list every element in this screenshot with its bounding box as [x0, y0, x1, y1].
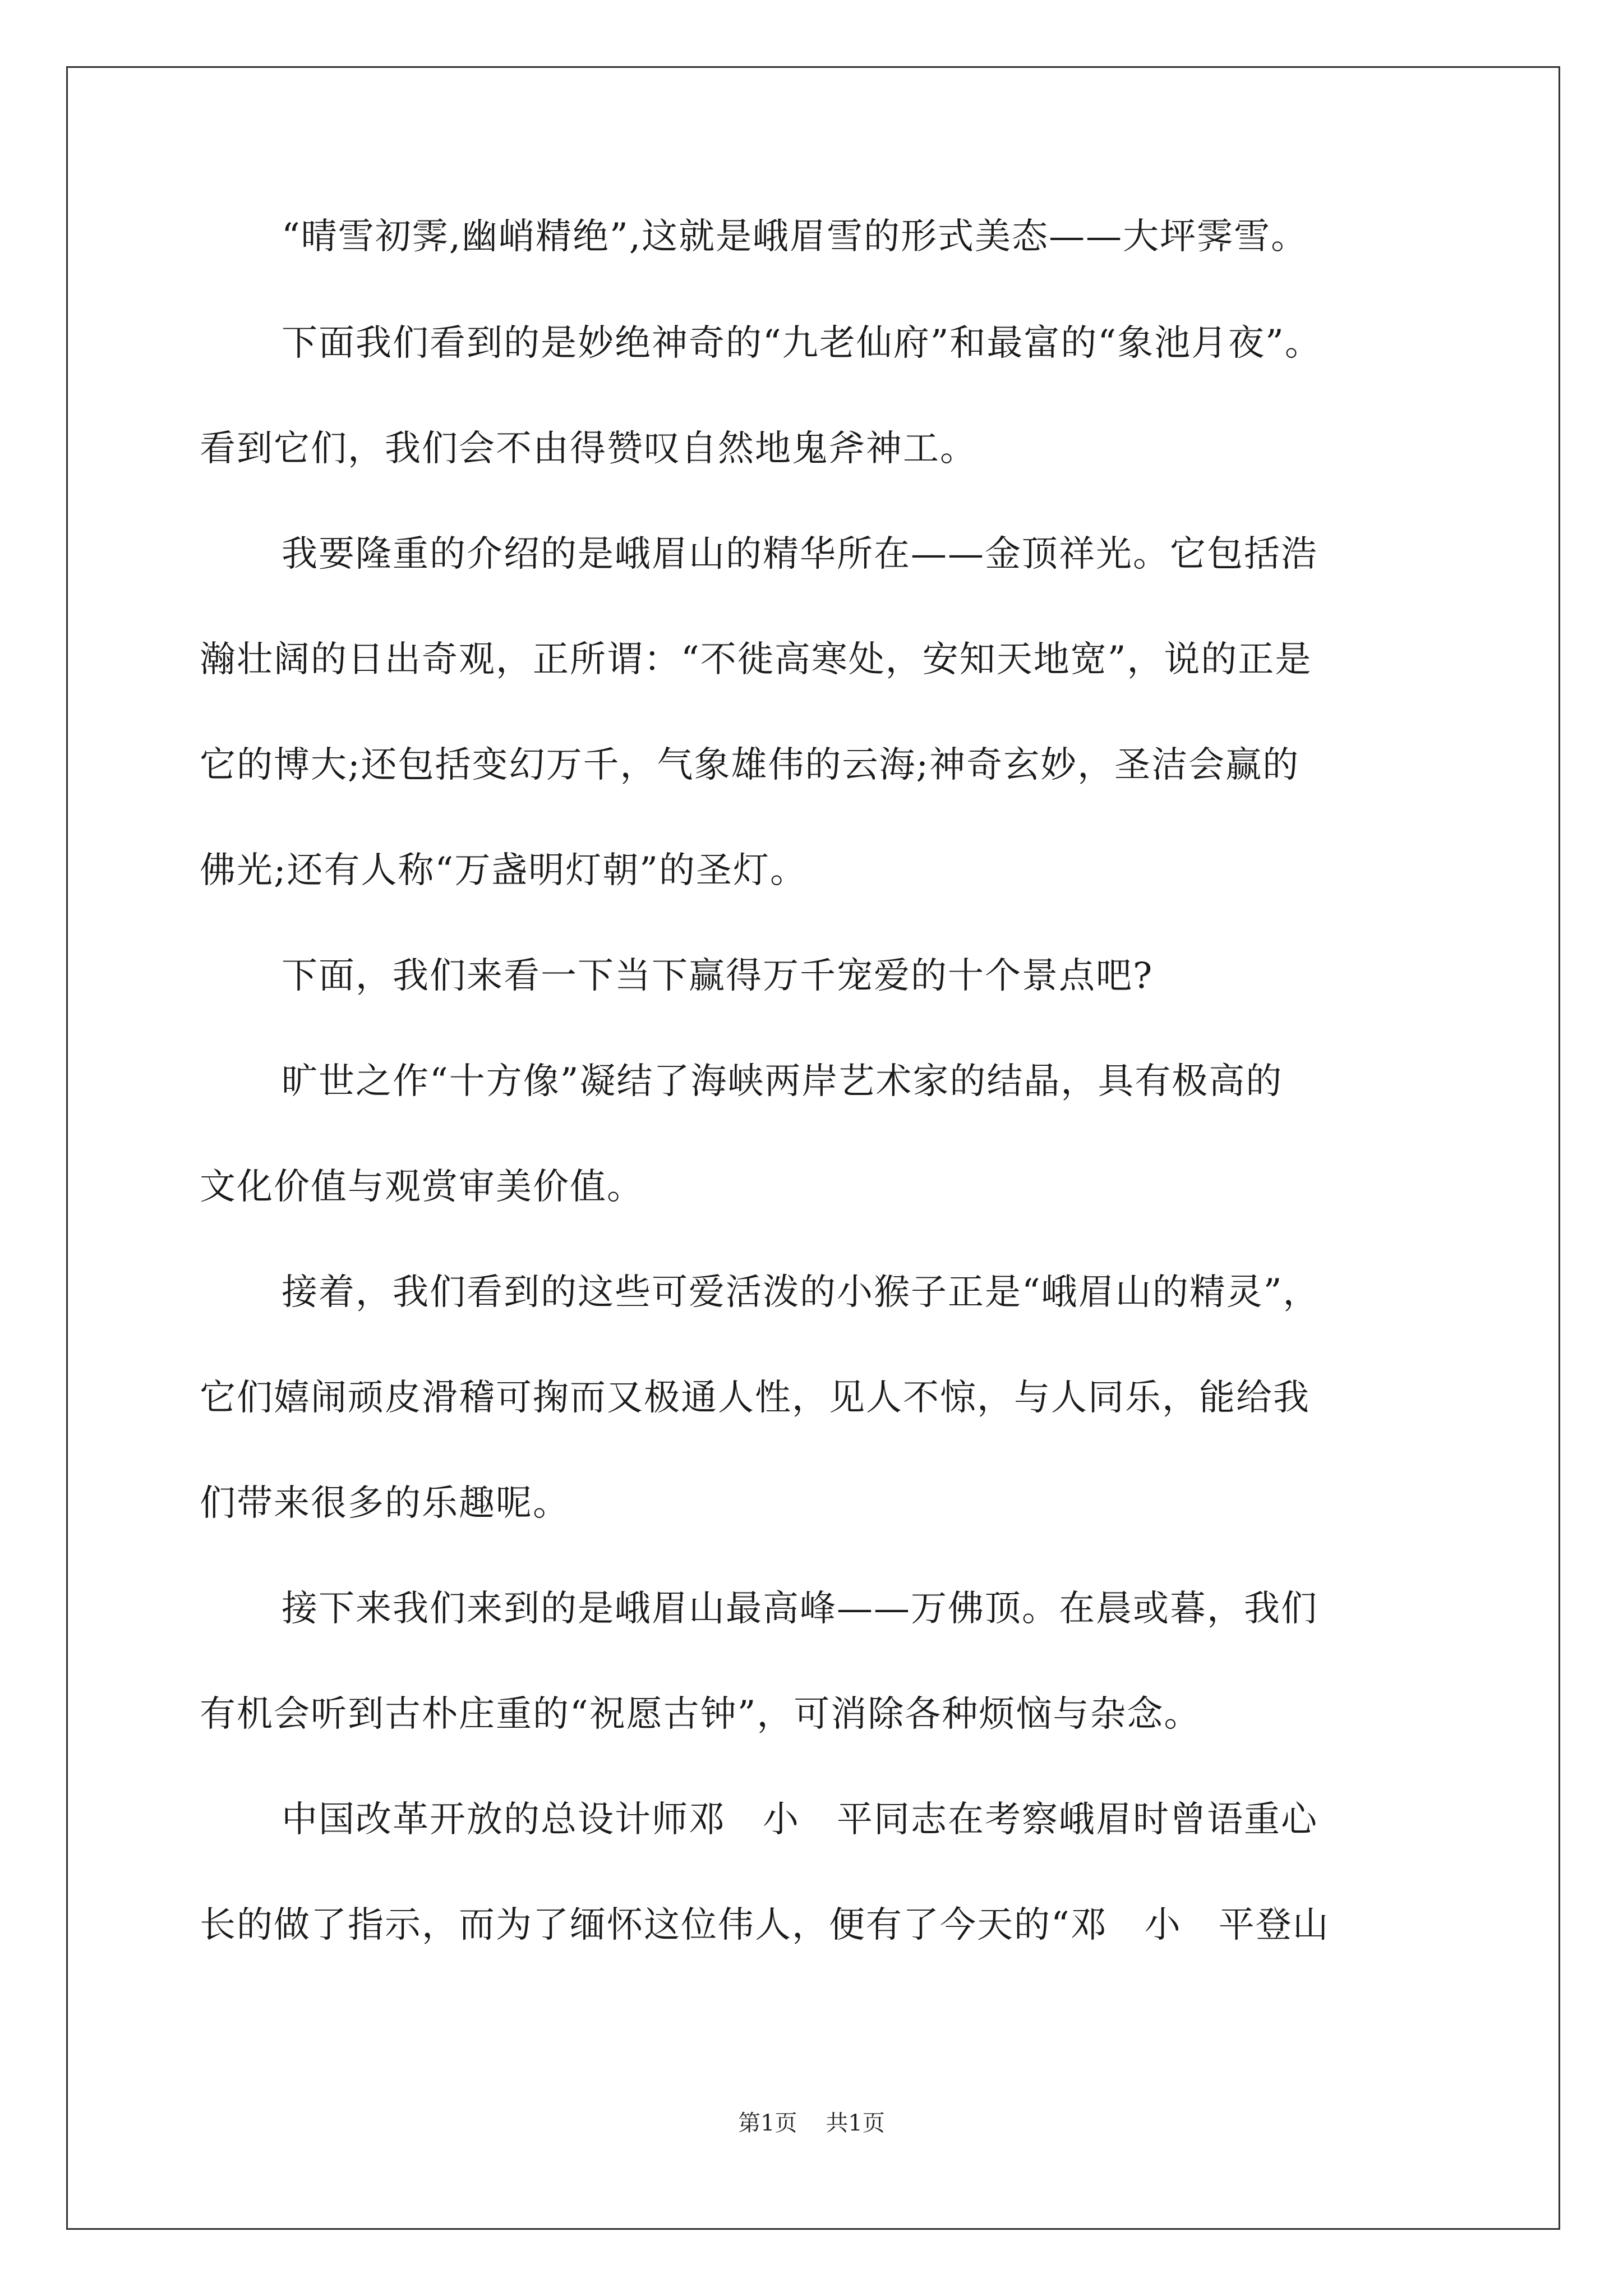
paragraph-line: 文化价值与观赏审美价值。 — [200, 1166, 644, 1208]
page-total: 共1页 — [826, 2110, 885, 2136]
paragraph-line: 下面，我们来看一下当下赢得万千宠爱的十个景点吧? — [282, 955, 1154, 997]
paragraph-line: 看到它们，我们会不由得赞叹自然地鬼斧神工。 — [200, 428, 977, 470]
paragraph-line: 接着，我们看到的这些可爱活泼的小猴子正是“峨眉山的精灵”， — [282, 1272, 1320, 1313]
paragraph-line: 下面我们看到的是妙绝神奇的“九老仙府”和最富的“象池月夜”。 — [282, 323, 1322, 364]
page-footer — [0, 2109, 1623, 2137]
paragraph-line: 佛光;还有人称“万盏明灯朝”的圣灯。 — [200, 850, 807, 891]
paragraph-line: 旷世之作“十方像”凝结了海峡两岸艺术家的结晶，具有极高的 — [282, 1061, 1283, 1102]
paragraph-line: 们带来很多的乐趣呢。 — [200, 1483, 570, 1524]
paragraph-line: 它的博大;还包括变幻万千，气象雄伟的云海;神奇玄妙，圣洁会赢的 — [200, 744, 1300, 786]
paragraph-line: 接下来我们来到的是峨眉山最高峰——万佛顶。在晨或暮，我们 — [282, 1588, 1318, 1630]
paragraph-line: 我要隆重的介绍的是峨眉山的精华所在——金顶祥光。它包括浩 — [282, 533, 1318, 575]
page-number: 第1页 — [738, 2110, 797, 2136]
paragraph-line: 瀚壮阔的日出奇观，正所谓：“不徙高寒处，安知天地宽”，说的正是 — [200, 639, 1312, 680]
paragraph-line: 有机会听到古朴庄重的“祝愿古钟”，可消除各种烦恼与杂念。 — [200, 1694, 1201, 1735]
paragraph-line: 中国改革开放的总设计师邓 小 平同志在考察峨眉时曾语重心 — [282, 1799, 1318, 1841]
paragraph-line: 长的做了指示，而为了缅怀这位伟人，便有了今天的“邓 小 平登山 — [200, 1904, 1330, 1946]
paragraph-line: “晴雪初霁,幽峭精绝”,这就是峨眉雪的形式美态——大坪霁雪。 — [282, 216, 1308, 257]
paragraph-line: 它们嬉闹顽皮滑稽可掬而又极通人性，见人不惊，与人同乐，能给我 — [200, 1377, 1310, 1419]
